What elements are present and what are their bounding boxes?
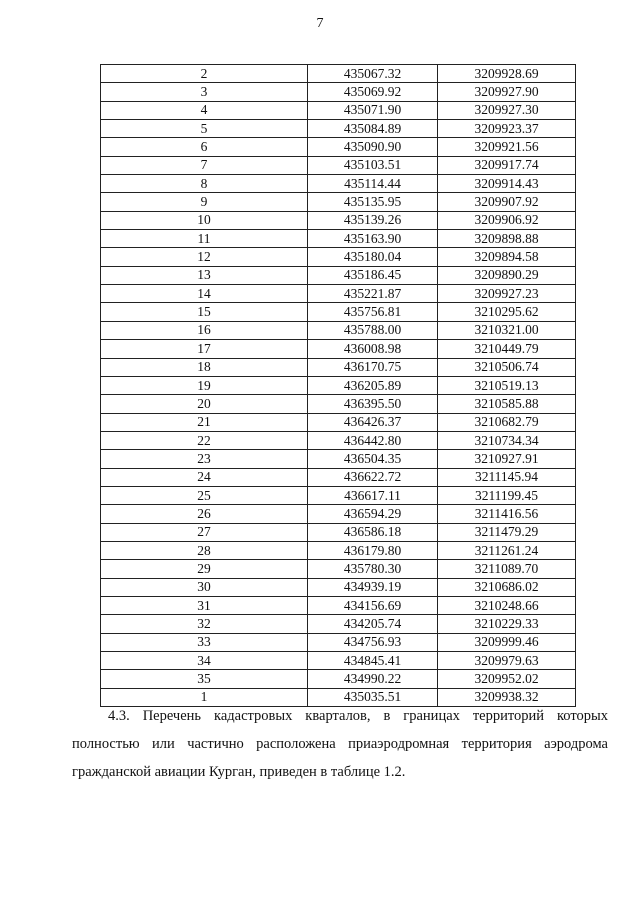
table-row bbox=[101, 266, 576, 284]
y-coordinate-cell: 3211479.29 bbox=[438, 523, 576, 541]
x-coordinate-cell: 434156.69 bbox=[308, 596, 438, 614]
x-coordinate-cell: 435788.00 bbox=[308, 321, 438, 339]
x-coordinate-cell: 436008.98 bbox=[308, 340, 438, 358]
table-row bbox=[101, 431, 576, 449]
table-row bbox=[101, 615, 576, 633]
point-number-cell: 14 bbox=[101, 285, 308, 303]
x-coordinate-cell: 435756.81 bbox=[308, 303, 438, 321]
x-coordinate-cell: 435139.26 bbox=[308, 211, 438, 229]
y-coordinate-cell: 3210248.66 bbox=[438, 596, 576, 614]
table-row bbox=[101, 486, 576, 504]
x-coordinate-cell: 436442.80 bbox=[308, 431, 438, 449]
point-number-cell: 11 bbox=[101, 230, 308, 248]
point-number-cell: 27 bbox=[101, 523, 308, 541]
table-row bbox=[101, 358, 576, 376]
table-row bbox=[101, 230, 576, 248]
table-row bbox=[101, 376, 576, 394]
y-coordinate-cell: 3209923.37 bbox=[438, 120, 576, 138]
table-row bbox=[101, 523, 576, 541]
coordinates-table-body bbox=[101, 65, 576, 707]
table-row bbox=[101, 303, 576, 321]
x-coordinate-cell: 435035.51 bbox=[308, 688, 438, 706]
y-coordinate-cell: 3210682.79 bbox=[438, 413, 576, 431]
x-coordinate-cell: 436205.89 bbox=[308, 376, 438, 394]
y-coordinate-cell: 3209928.69 bbox=[438, 65, 576, 83]
point-number-cell: 15 bbox=[101, 303, 308, 321]
x-coordinate-cell: 435090.90 bbox=[308, 138, 438, 156]
point-number-cell: 6 bbox=[101, 138, 308, 156]
point-number-cell: 8 bbox=[101, 175, 308, 193]
table-row bbox=[101, 670, 576, 688]
y-coordinate-cell: 3209917.74 bbox=[438, 156, 576, 174]
y-coordinate-cell: 3210295.62 bbox=[438, 303, 576, 321]
table-row bbox=[101, 193, 576, 211]
point-number-cell: 23 bbox=[101, 450, 308, 468]
y-coordinate-cell: 3209952.02 bbox=[438, 670, 576, 688]
x-coordinate-cell: 435069.92 bbox=[308, 83, 438, 101]
point-number-cell: 5 bbox=[101, 120, 308, 138]
y-coordinate-cell: 3209890.29 bbox=[438, 266, 576, 284]
y-coordinate-cell: 3210321.00 bbox=[438, 321, 576, 339]
x-coordinate-cell: 436395.50 bbox=[308, 395, 438, 413]
y-coordinate-cell: 3209927.90 bbox=[438, 83, 576, 101]
table-row bbox=[101, 560, 576, 578]
y-coordinate-cell: 3211416.56 bbox=[438, 505, 576, 523]
x-coordinate-cell: 436622.72 bbox=[308, 468, 438, 486]
point-number-cell: 18 bbox=[101, 358, 308, 376]
point-number-cell: 21 bbox=[101, 413, 308, 431]
table-row bbox=[101, 248, 576, 266]
table-row bbox=[101, 83, 576, 101]
table-row bbox=[101, 633, 576, 651]
y-coordinate-cell: 3211089.70 bbox=[438, 560, 576, 578]
point-number-cell: 28 bbox=[101, 541, 308, 559]
point-number-cell: 12 bbox=[101, 248, 308, 266]
x-coordinate-cell: 435067.32 bbox=[308, 65, 438, 83]
y-coordinate-cell: 3209894.58 bbox=[438, 248, 576, 266]
y-coordinate-cell: 3209906.92 bbox=[438, 211, 576, 229]
x-coordinate-cell: 435221.87 bbox=[308, 285, 438, 303]
x-coordinate-cell: 434939.19 bbox=[308, 578, 438, 596]
x-coordinate-cell: 436594.29 bbox=[308, 505, 438, 523]
x-coordinate-cell: 435163.90 bbox=[308, 230, 438, 248]
y-coordinate-cell: 3210506.74 bbox=[438, 358, 576, 376]
x-coordinate-cell: 435114.44 bbox=[308, 175, 438, 193]
point-number-cell: 33 bbox=[101, 633, 308, 651]
x-coordinate-cell: 436426.37 bbox=[308, 413, 438, 431]
table-row bbox=[101, 211, 576, 229]
point-number-cell: 26 bbox=[101, 505, 308, 523]
x-coordinate-cell: 435103.51 bbox=[308, 156, 438, 174]
point-number-cell: 22 bbox=[101, 431, 308, 449]
point-number-cell: 17 bbox=[101, 340, 308, 358]
table-row bbox=[101, 468, 576, 486]
x-coordinate-cell: 435084.89 bbox=[308, 120, 438, 138]
table-row bbox=[101, 340, 576, 358]
point-number-cell: 13 bbox=[101, 266, 308, 284]
table-row bbox=[101, 596, 576, 614]
x-coordinate-cell: 435071.90 bbox=[308, 101, 438, 119]
y-coordinate-cell: 3210229.33 bbox=[438, 615, 576, 633]
table-row bbox=[101, 321, 576, 339]
point-number-cell: 16 bbox=[101, 321, 308, 339]
y-coordinate-cell: 3209979.63 bbox=[438, 652, 576, 670]
y-coordinate-cell: 3209921.56 bbox=[438, 138, 576, 156]
y-coordinate-cell: 3209907.92 bbox=[438, 193, 576, 211]
x-coordinate-cell: 436170.75 bbox=[308, 358, 438, 376]
x-coordinate-cell: 435135.95 bbox=[308, 193, 438, 211]
y-coordinate-cell: 3209938.32 bbox=[438, 688, 576, 706]
y-coordinate-cell: 3211199.45 bbox=[438, 486, 576, 504]
table-row bbox=[101, 101, 576, 119]
section-paragraph: 4.3. Перечень кадастровых кварталов, в границах территорий которых полностью или частично расположена приаэродромная территория аэродрома гражданской авиации Курган, приведен в таблице 1.2. bbox=[72, 708, 608, 780]
point-number-cell: 2 bbox=[101, 65, 308, 83]
point-number-cell: 32 bbox=[101, 615, 308, 633]
point-number-cell: 7 bbox=[101, 156, 308, 174]
x-coordinate-cell: 434990.22 bbox=[308, 670, 438, 688]
point-number-cell: 9 bbox=[101, 193, 308, 211]
point-number-cell: 1 bbox=[101, 688, 308, 706]
table-row bbox=[101, 285, 576, 303]
x-coordinate-cell: 435186.45 bbox=[308, 266, 438, 284]
table-row bbox=[101, 395, 576, 413]
y-coordinate-cell: 3210449.79 bbox=[438, 340, 576, 358]
point-number-cell: 19 bbox=[101, 376, 308, 394]
y-coordinate-cell: 3210927.91 bbox=[438, 450, 576, 468]
table-row bbox=[101, 175, 576, 193]
y-coordinate-cell: 3211145.94 bbox=[438, 468, 576, 486]
point-number-cell: 25 bbox=[101, 486, 308, 504]
point-number-cell: 31 bbox=[101, 596, 308, 614]
y-coordinate-cell: 3209914.43 bbox=[438, 175, 576, 193]
y-coordinate-cell: 3210585.88 bbox=[438, 395, 576, 413]
x-coordinate-cell: 436617.11 bbox=[308, 486, 438, 504]
y-coordinate-cell: 3210519.13 bbox=[438, 376, 576, 394]
x-coordinate-cell: 434756.93 bbox=[308, 633, 438, 651]
table-row bbox=[101, 138, 576, 156]
y-coordinate-cell: 3211261.24 bbox=[438, 541, 576, 559]
point-number-cell: 4 bbox=[101, 101, 308, 119]
y-coordinate-cell: 3210734.34 bbox=[438, 431, 576, 449]
y-coordinate-cell: 3209999.46 bbox=[438, 633, 576, 651]
x-coordinate-cell: 434845.41 bbox=[308, 652, 438, 670]
point-number-cell: 24 bbox=[101, 468, 308, 486]
point-number-cell: 29 bbox=[101, 560, 308, 578]
x-coordinate-cell: 435780.30 bbox=[308, 560, 438, 578]
x-coordinate-cell: 434205.74 bbox=[308, 615, 438, 633]
table-row bbox=[101, 541, 576, 559]
point-number-cell: 3 bbox=[101, 83, 308, 101]
coordinates-table bbox=[100, 64, 576, 707]
y-coordinate-cell: 3209927.23 bbox=[438, 285, 576, 303]
y-coordinate-cell: 3210686.02 bbox=[438, 578, 576, 596]
point-number-cell: 35 bbox=[101, 670, 308, 688]
point-number-cell: 30 bbox=[101, 578, 308, 596]
table-row bbox=[101, 578, 576, 596]
point-number-cell: 34 bbox=[101, 652, 308, 670]
x-coordinate-cell: 436179.80 bbox=[308, 541, 438, 559]
x-coordinate-cell: 436504.35 bbox=[308, 450, 438, 468]
table-row bbox=[101, 156, 576, 174]
point-number-cell: 20 bbox=[101, 395, 308, 413]
table-row bbox=[101, 450, 576, 468]
point-number-cell: 10 bbox=[101, 211, 308, 229]
table-row bbox=[101, 505, 576, 523]
x-coordinate-cell: 435180.04 bbox=[308, 248, 438, 266]
page-number: 7 bbox=[316, 16, 324, 31]
table-row bbox=[101, 413, 576, 431]
table-row bbox=[101, 65, 576, 83]
y-coordinate-cell: 3209898.88 bbox=[438, 230, 576, 248]
y-coordinate-cell: 3209927.30 bbox=[438, 101, 576, 119]
table-row bbox=[101, 120, 576, 138]
x-coordinate-cell: 436586.18 bbox=[308, 523, 438, 541]
table-row bbox=[101, 652, 576, 670]
